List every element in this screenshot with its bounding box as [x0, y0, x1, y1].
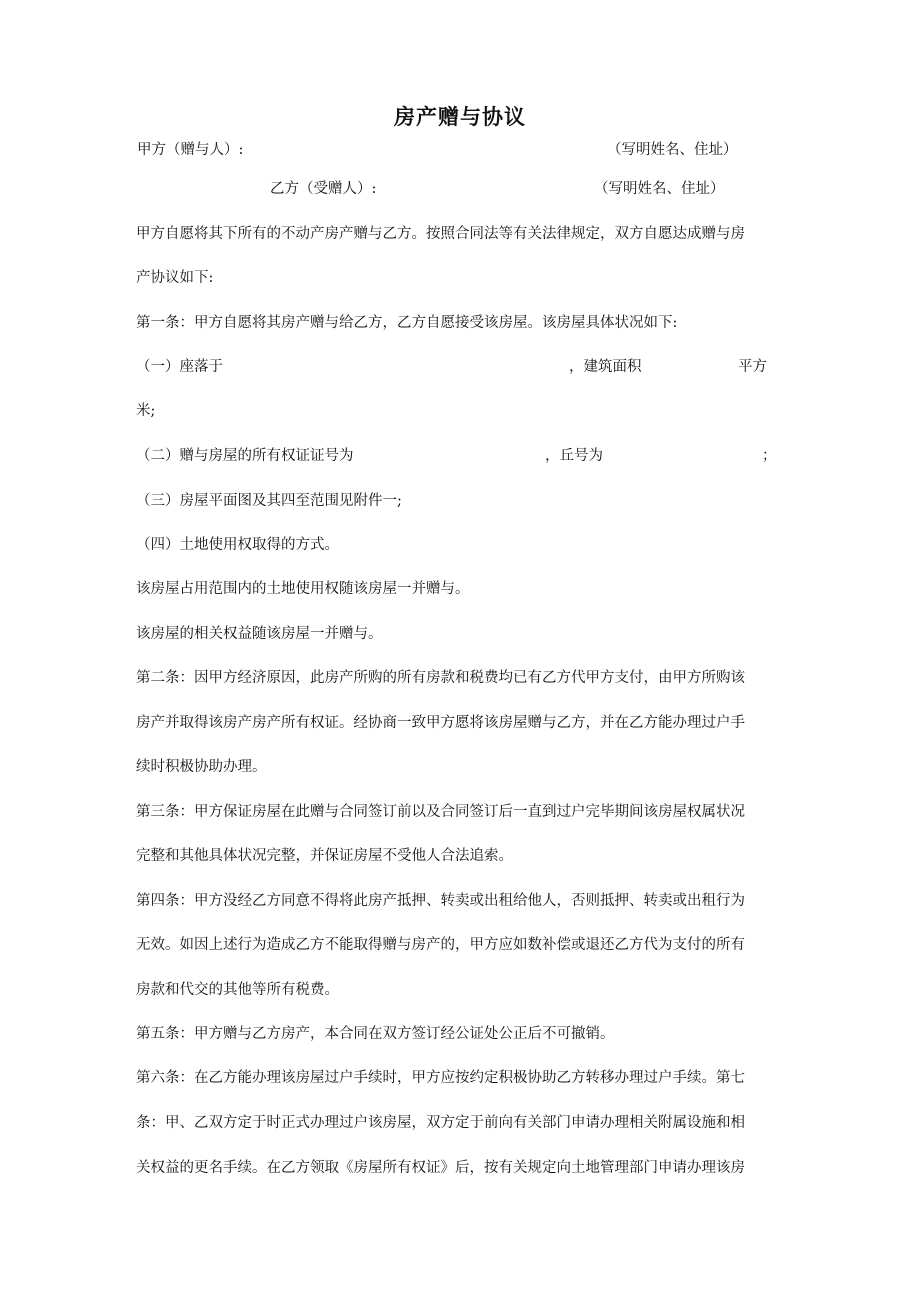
- party-a-note: （写明姓名、住址）: [607, 142, 738, 158]
- item-2-end: ；: [762, 448, 777, 464]
- article-5: 第五条：甲方赠与乙方房产，本合同在双方签订经公证处公正后不可撤销。: [136, 1026, 615, 1042]
- article-6-line-2: 条：甲、乙双方定于时正式办理过户该房屋，双方定于前向有关部门申请办理相关附属设施和相: [136, 1115, 745, 1131]
- document-title: 房产赠与协议: [394, 105, 526, 129]
- article-6-line-1: 第六条：在乙方能办理该房屋过户手续时，甲方应按约定积极协助乙方转移办理过户手续。第七: [136, 1070, 745, 1086]
- article-3-line-2: 完整和其他具体状况完整，并保证房屋不受他人合法追索。: [136, 848, 513, 864]
- article-2-line-1: 第二条：因甲方经济原因，此房产所购的所有房款和税费均已有乙方代甲方支付，由甲方所购该: [136, 670, 745, 686]
- article-1: 第一条：甲方自愿将其房产赠与给乙方，乙方自愿接受该房屋。该房屋具体状况如下:: [136, 315, 678, 331]
- item-1-prefix: （一）座落于: [136, 359, 223, 375]
- party-b-label: 乙方（受赠人）:: [270, 181, 377, 197]
- item-2-hill-label: ，丘号为: [545, 448, 603, 464]
- item-4: （四）土地使用权取得的方式。: [136, 537, 339, 553]
- item-2-prefix: （二）赠与房屋的所有权证证号为: [136, 448, 354, 464]
- article-2-line-2: 房产并取得该房产房产所有权证。经协商一致甲方愿将该房屋赠与乙方，并在乙方能办理过户手: [136, 715, 745, 731]
- item-3: （三）房屋平面图及其四至范围见附件一;: [136, 493, 402, 509]
- party-a-label: 甲方（赠与人）:: [137, 142, 244, 158]
- item-1-unit-b: 米;: [136, 403, 156, 419]
- article-4-line-1: 第四条：甲方没经乙方同意不得将此房产抵押、转卖或出租给他人，否则抵押、转卖或出租行为: [136, 893, 745, 909]
- party-b-note: （写明姓名、住址）: [594, 181, 725, 197]
- article-4-line-2: 无效。如因上述行为造成乙方不能取得赠与房产的，甲方应如数补偿或退还乙方代为支付的所有: [136, 937, 745, 953]
- article-4-line-3: 房款和代交的其他等所有税费。: [136, 982, 339, 998]
- rights-note: 该房屋的相关权益随该房屋一并赠与。: [136, 626, 383, 642]
- article-2-line-3: 续时积极协助办理。: [136, 759, 267, 775]
- intro-line-1: 甲方自愿将其下所有的不动产房产赠与乙方。按照合同法等有关法律规定，双方自愿达成赠与房: [136, 226, 745, 242]
- article-6-line-3: 关权益的更名手续。在乙方领取《房屋所有权证》后，按有关规定向土地管理部门申请办理该房: [136, 1160, 745, 1176]
- item-1-area-label: ，建筑面积: [569, 359, 642, 375]
- land-note: 该房屋占用范围内的土地使用权随该房屋一并赠与。: [136, 581, 470, 597]
- article-3-line-1: 第三条：甲方保证房屋在此赠与合同签订前以及合同签订后一直到过户完毕期间该房屋权属状况: [136, 804, 745, 820]
- intro-line-2: 产协议如下:: [136, 270, 214, 286]
- item-1-unit-a: 平方: [738, 359, 767, 375]
